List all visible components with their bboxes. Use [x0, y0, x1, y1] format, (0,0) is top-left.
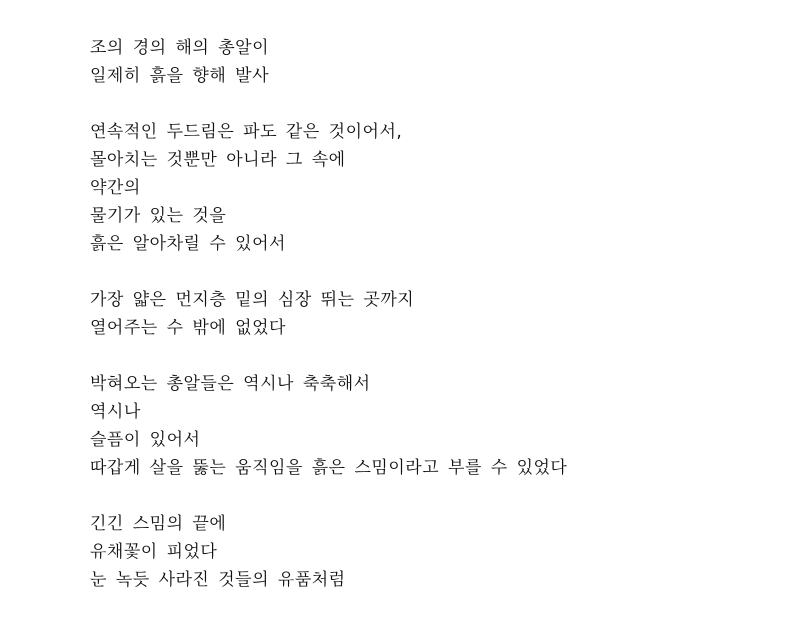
poem-line: 물기가 있는 것을	[90, 206, 227, 226]
stanza-5	[90, 510, 567, 594]
poem-line: 유채꽃이 피었다	[90, 542, 218, 562]
poem-body	[90, 34, 567, 622]
poem-line: 박혀오는 총알들은 역시나 축축해서	[90, 374, 371, 394]
poem-line: 조의 경의 해의 총알이	[90, 38, 270, 58]
poem-line: 일제히 흙을 향해 발사	[90, 66, 270, 86]
poem-line: 역시나	[90, 402, 141, 422]
poem-line: 흙은 알아차릴 수 있어서	[90, 234, 286, 254]
poem-line: 연속적인 두드림은 파도 같은 것이어서,	[90, 122, 403, 142]
poem-line: 눈 녹듯 사라진 것들의 유품처럼	[90, 570, 346, 590]
poem-line: 긴긴 스밈의 끝에	[90, 514, 227, 534]
poem-line: 가장 얇은 먼지층 밑의 심장 뛰는 곳까지	[90, 290, 415, 310]
stanza-1	[90, 34, 567, 90]
stanza-4	[90, 370, 567, 482]
poem-line: 약간의	[90, 178, 141, 198]
poem-line: 몰아치는 것뿐만 아니라 그 속에	[90, 150, 346, 170]
poem-line: 슬픔이 있어서	[90, 430, 201, 450]
stanza-3	[90, 286, 567, 342]
poem-line: 따갑게 살을 뚫는 움직임을 흙은 스밈이라고 부를 수 있었다	[90, 458, 568, 478]
stanza-2	[90, 118, 567, 258]
poem-line: 열어주는 수 밖에 없었다	[90, 318, 286, 338]
